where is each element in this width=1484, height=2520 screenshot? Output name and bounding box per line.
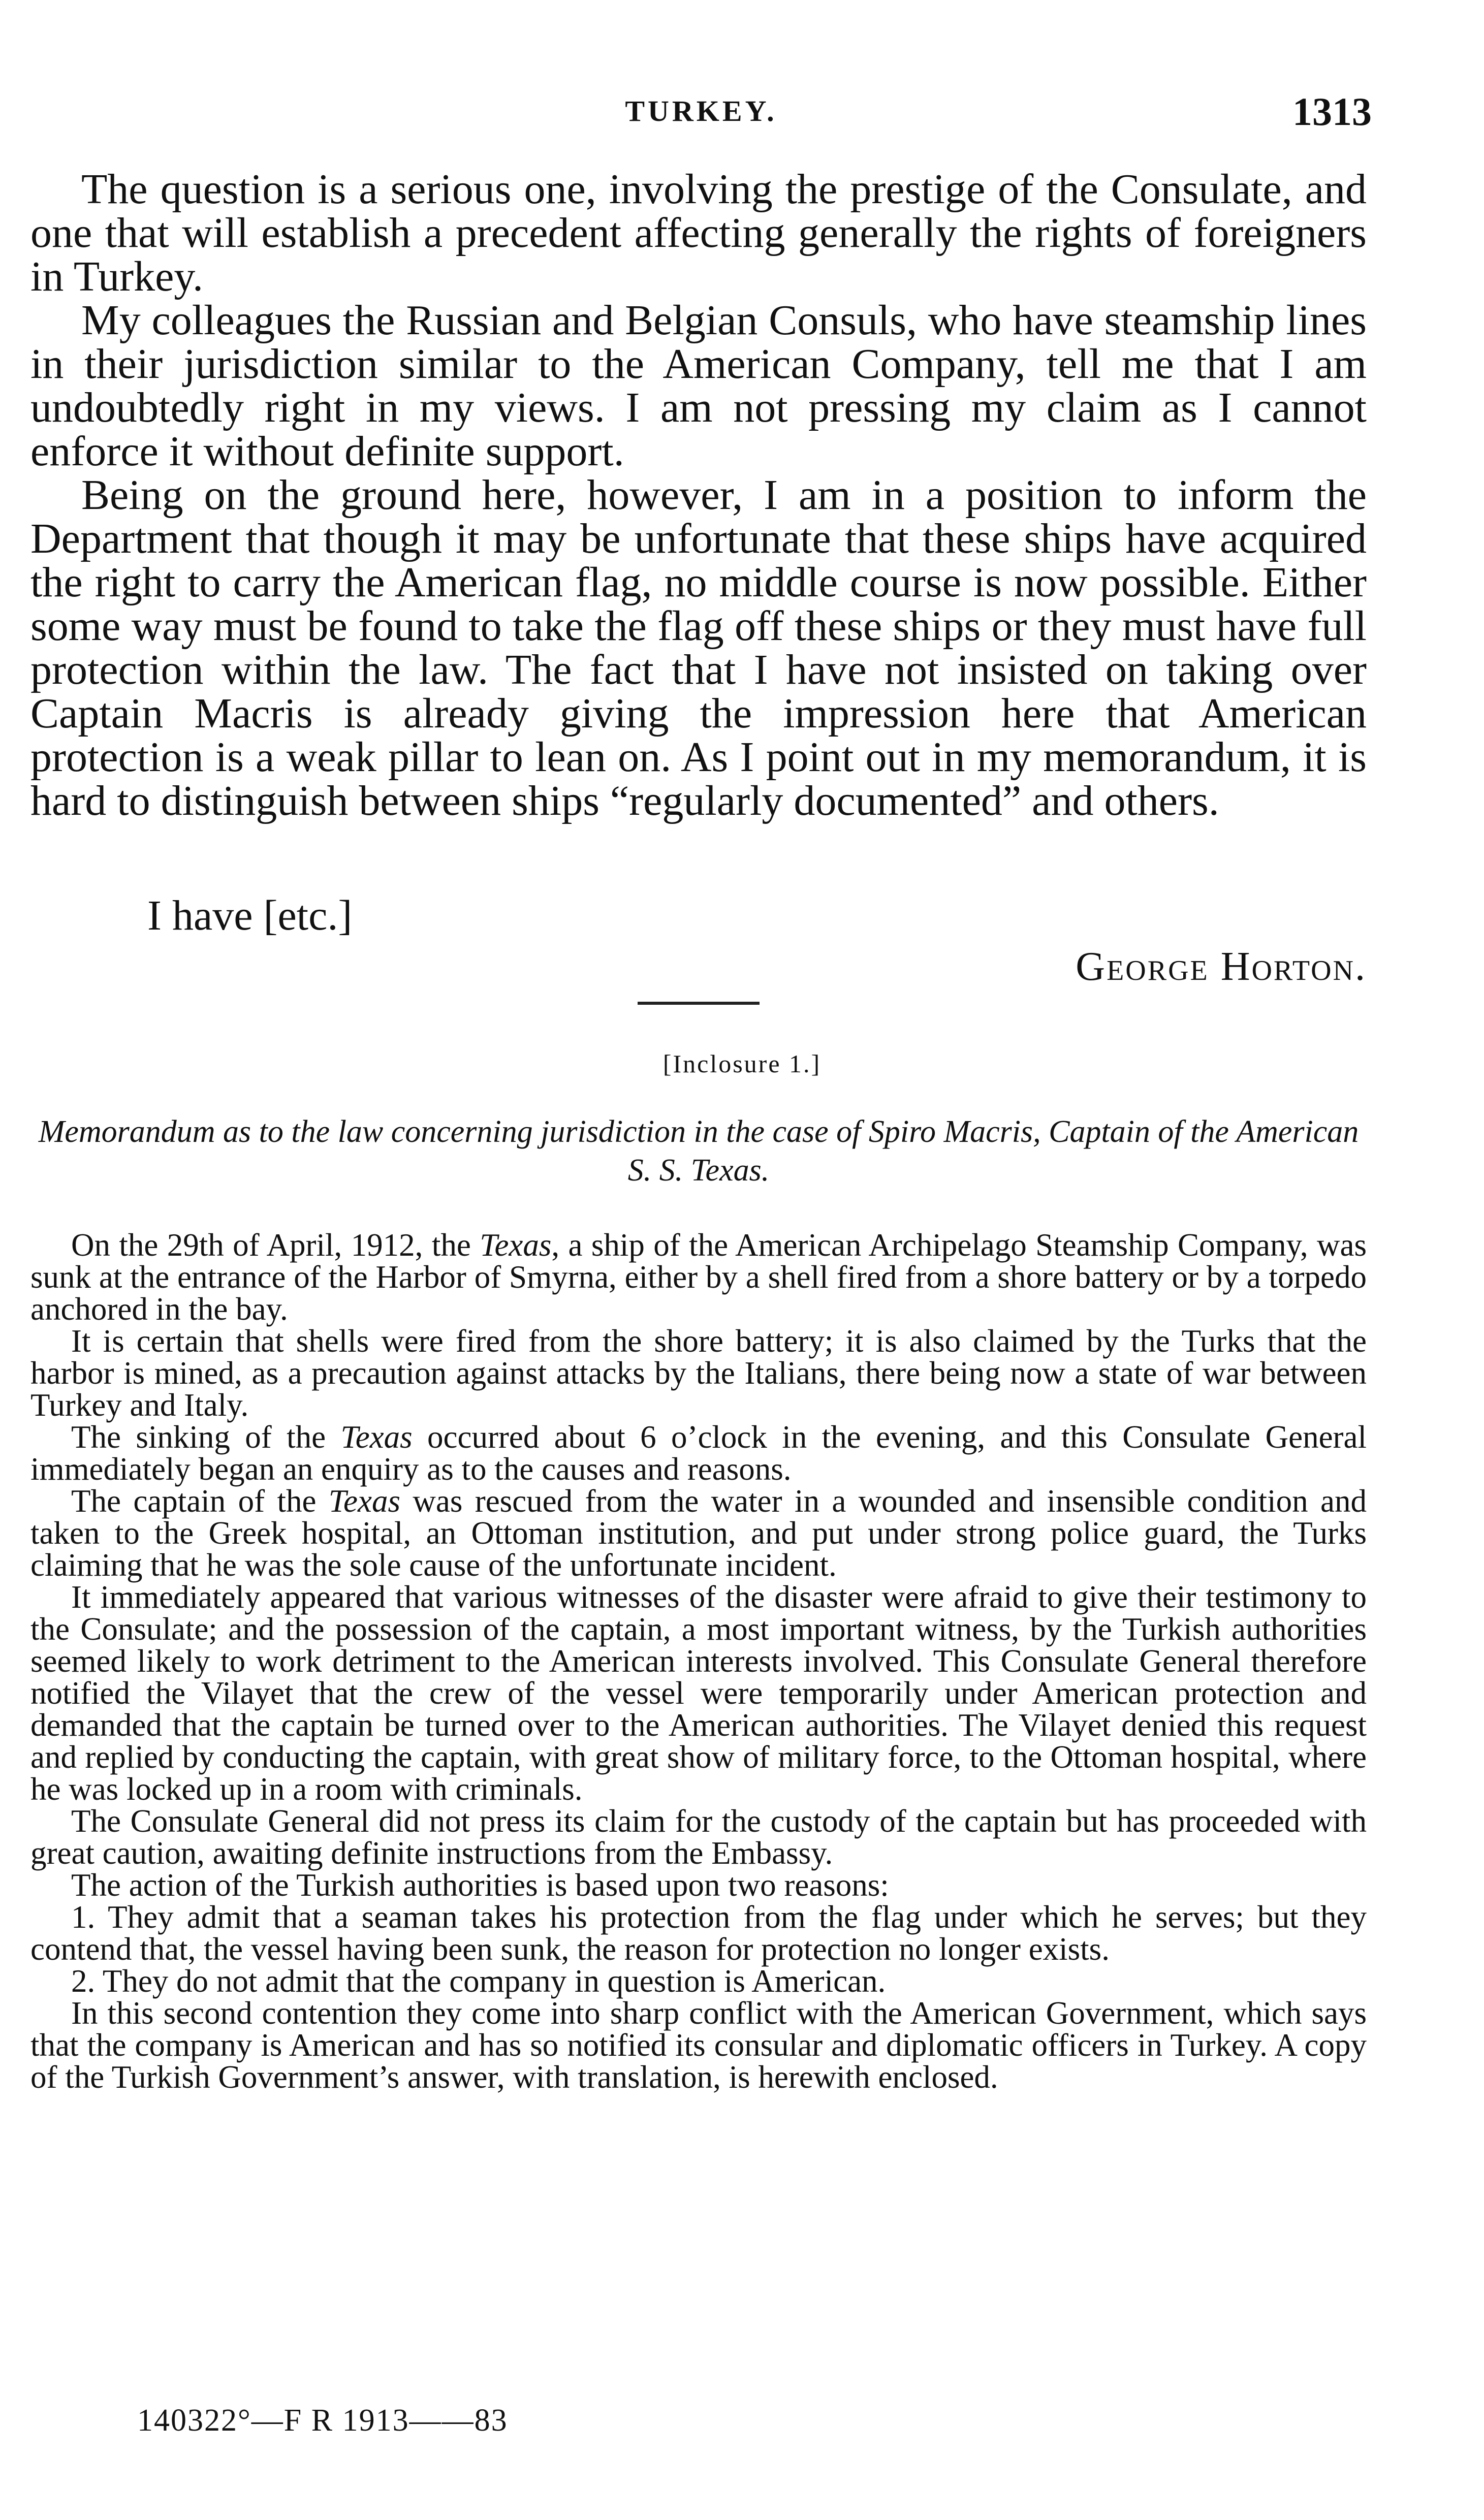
memo-paragraph: It is certain that shells were fired from the shore battery; it is also claimed by the Turks that the harbor is mined, as a precaution against attacks by the Italians, there being now a state of war between Turkey and Italy. xyxy=(30,1323,1367,1423)
ship-name: Texas xyxy=(480,1227,552,1263)
memorandum-body xyxy=(30,1229,1367,2093)
page-header xyxy=(30,89,1372,145)
letter-paragraph: Being on the ground here, however, I am in a position to inform the Department that though it may be unfortunate that these ships have acquired the right to carry the American flag, no middle course is now possible. Either some way must be found to take the flag off these ships or they must have full protection within the law. The fact that I have not insisted on taking over Captain Macris is already giving the impression here that American protection is a weak pillar to lean on. As I point out in my memorandum, it is hard to distinguish between ships “regularly documented” and others. xyxy=(30,471,1367,824)
memo-paragraph xyxy=(30,1485,1367,1581)
memo-text: was rescued from the water in a wounded and insensible condition and taken to the Greek hospital, an Ottoman institution, and put under strong police guard, the Turks claiming that he was the sole cause of the unfortunate incident. xyxy=(30,1483,1367,1583)
memo-text: occurred about 6 o’clock in the evening, and this Consulate General immediately began an enquiry as to the causes and reasons. xyxy=(30,1419,1367,1487)
section-divider xyxy=(638,1002,760,1005)
memo-paragraph: 1. They admit that a seaman takes his protection from the flag under which he serves; but they contend that, the vessel having been sunk, the reason for protection no longer exists. xyxy=(30,1899,1367,1967)
ship-name: Texas xyxy=(328,1483,400,1519)
memo-paragraph: In this second contention they come into sharp conflict with the American Government, which says that the company is American and has so notified its consular and diplomatic officers in Turkey. A copy of the Turkish Government’s answer, with translation, is herewith enclosed. xyxy=(30,1995,1367,2095)
page-number: 1313 xyxy=(1292,89,1372,134)
ship-name: Texas xyxy=(340,1419,413,1455)
memo-text: , a ship of the American Archipelago Steamship Company, was sunk at the entrance of the Harbor of Smyrna, either by a shell fired from a shore battery or by a torpedo anchored in the bay. xyxy=(30,1227,1367,1327)
inclosure-label: [Inclosure 1.] xyxy=(662,1049,822,1078)
letter-paragraph: My colleagues the Russian and Belgian Consuls, who have steamship lines in their jurisdiction similar to the American Company, tell me that I am undoubtedly right in my views. I am not pressing my claim as I cannot enforce it without definite support. xyxy=(30,297,1367,475)
closing-phrase: I have [etc.] xyxy=(147,892,353,939)
letter-paragraph: The question is a serious one, involving the prestige of the Consulate, and one that will establish a precedent affecting generally the rights of foreigners in Turkey. xyxy=(30,166,1367,300)
letter-body xyxy=(30,168,1367,823)
memo-text: The sinking of the xyxy=(71,1419,341,1455)
memo-paragraph: The action of the Turkish authorities is based upon two reasons: xyxy=(71,1867,889,1903)
memo-paragraph xyxy=(30,1421,1367,1485)
memorandum-title: Memorandum as to the law concerning jurisdiction in the case of Spiro Macris, Captain of the American S. S. Texas. xyxy=(38,1114,1359,1188)
memo-paragraph xyxy=(30,1229,1367,1325)
memo-paragraph: 2. They do not admit that the company in question is American. xyxy=(71,1963,886,1999)
signature: George Horton. xyxy=(1076,944,1367,989)
running-head: TURKEY. xyxy=(625,94,777,127)
print-signature-line: 140322°—F R 1913——83 xyxy=(137,2403,508,2438)
letter-closing xyxy=(30,894,1367,1001)
memo-text: On the 29th of April, 1912, the xyxy=(71,1227,480,1263)
memo-text: The captain of the xyxy=(71,1483,329,1519)
memo-paragraph: The Consulate General did not press its claim for the custody of the captain but has proceeded with great caution, awaiting definite instructions from the Embassy. xyxy=(30,1803,1367,1871)
memo-paragraph: It immediately appeared that various witnesses of the disaster were afraid to give their testimony to the Consulate; and the possession of the captain, a most important witness, by the Turkish authorities seemed likely to work detriment to the American interests involved. This Consulate General therefore notified the Vilayet that the crew of the vessel were temporarily under American protection and demanded that the captain be turned over to the American authorities. The Vilayet denied this request and replied by conducting the captain, with great show of military force, to the Ottoman hospital, where he was locked up in a room with criminals. xyxy=(30,1579,1367,1807)
